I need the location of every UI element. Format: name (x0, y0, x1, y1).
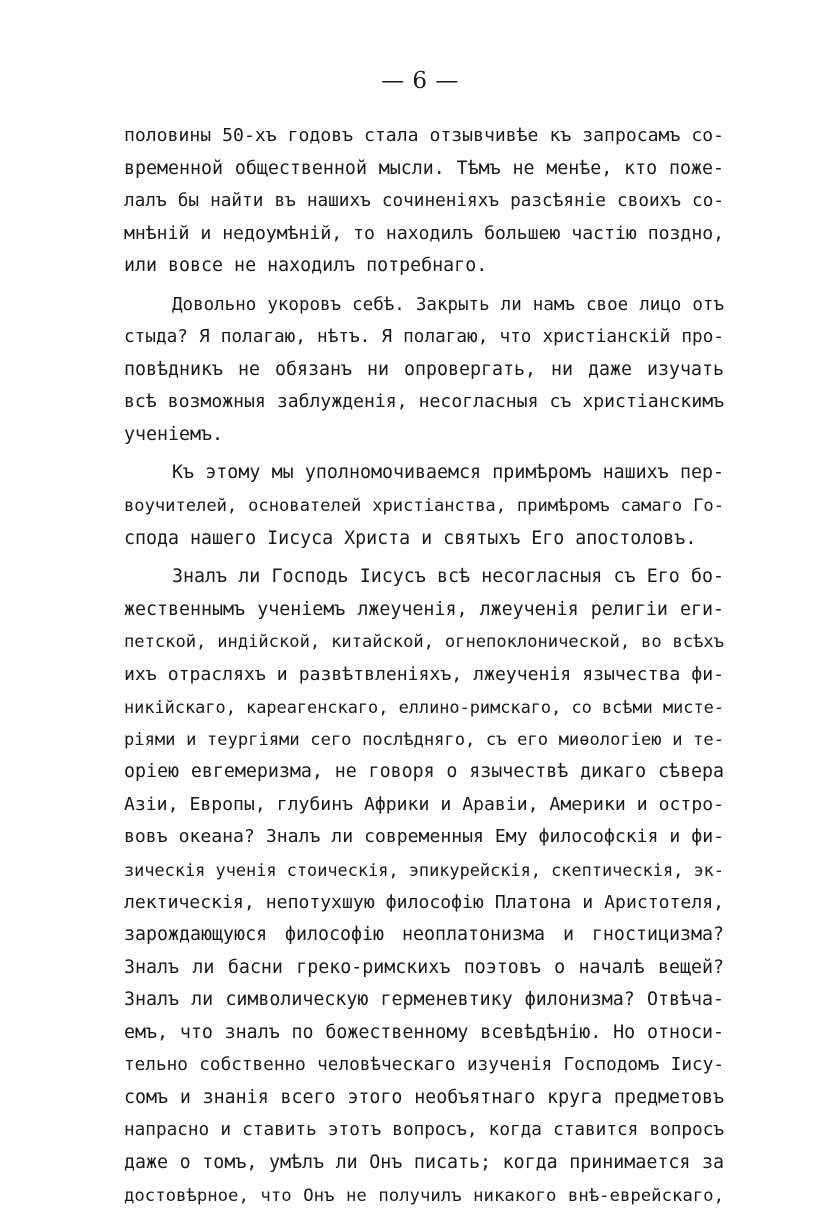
paragraph-1 (124, 120, 724, 283)
text-line: спода нашего Іисуса Христа и святыхъ Его апостоловъ. (124, 523, 724, 556)
paragraph-3 (124, 457, 724, 555)
text-line: воучителей, основателей христіанства, примѣромъ самаго Го- (124, 490, 724, 523)
text-line: достовѣрное, что Онъ не получилъ никакого внѣ-еврейскаго, (124, 1180, 724, 1212)
text-line: Зналъ ли символическую герменевтику филонизма? Отвѣча- (124, 984, 724, 1017)
text-line: зарождающуюся философію неоплатонизма и гностицизма? (124, 919, 724, 952)
text-line: стыда? Я полагаю, нѣтъ. Я полагаю, что христіанскій про- (124, 321, 724, 354)
text-line: мнѣній и недоумѣній, то находилъ большею частію поздно, (124, 218, 724, 251)
text-line: петской, индійской, китайской, огнепоклонической, во всѣхъ (124, 626, 724, 659)
text-line: всѣ возможныя заблужденія, несогласныя съ христіанскимъ (124, 386, 724, 419)
text-line: даже о томъ, умѣлъ ли Онъ писать; когда принимается за (124, 1147, 724, 1180)
paragraph-2 (124, 289, 724, 452)
text-line: Зналъ ли Господь Іисусъ всѣ несогласныя съ Его бо- (124, 561, 724, 594)
paragraph-4 (124, 561, 724, 1212)
text-line: Азіи, Европы, глубинъ Африки и Аравіи, Америки и остро- (124, 789, 724, 822)
text-line: Къ этому мы уполномочиваемся примѣромъ нашихъ пер- (124, 457, 724, 490)
text-line: никійскаго, кареагенскаго, еллино-римскаго, со всѣми мисте- (124, 691, 724, 724)
text-line: лектическія, непотухшую философію Платона и Аристотеля, (124, 887, 724, 920)
text-line: Зналъ ли басни греко-римскихъ поэтовъ о началѣ вещей? (124, 952, 724, 985)
text-line: половины 50-хъ годовъ стала отзывчивѣе къ запросамъ со- (124, 120, 724, 153)
text-line: оріею евгемеризма, не говоря о язычествѣ дикаго сѣвера (124, 756, 724, 789)
text-line: временной общественной мысли. Тѣмъ не менѣе, кто поже- (124, 153, 724, 186)
text-line: ихъ отрасляхъ и развѣтвленіяхъ, лжеученія язычества фи- (124, 659, 724, 692)
text-line: зическія ученія стоическія, эпикурейскія, скептическія, эк- (124, 854, 724, 887)
text-line: повѣдникъ не обязанъ ни опровергать, ни даже изучать (124, 354, 724, 387)
text-line: напрасно и ставить этотъ вопросъ, когда ставится вопросъ (124, 1114, 724, 1147)
text-line: лалъ бы найти въ нашихъ сочиненіяхъ разсѣяніе своихъ со- (124, 185, 724, 218)
text-line: емъ, что зналъ по божественному всевѣдѣнію. Но относи- (124, 1017, 724, 1050)
text-line: сомъ и знанія всего этого необъятнаго круга предметовъ (124, 1082, 724, 1115)
text-line: ріями и теургіями сего послѣдняго, съ его миѳологіею и те- (124, 724, 724, 757)
text-line: вовъ океана? Зналъ ли современныя Ему философскія и фи- (124, 821, 724, 854)
text-line: или вовсе не находилъ потребнаго. (124, 250, 724, 283)
text-line: Довольно укоровъ себѣ. Закрыть ли намъ свое лицо отъ (124, 289, 724, 322)
text-line: жественнымъ ученіемъ лжеученія, лжеученія религіи еги- (124, 594, 724, 627)
text-line: ученіемъ. (124, 419, 724, 452)
page-number: — 6 — (0, 66, 840, 96)
text-line: тельно собственно человѣческаго изученія Господомъ Іису- (124, 1049, 724, 1082)
page-body (124, 120, 724, 1212)
